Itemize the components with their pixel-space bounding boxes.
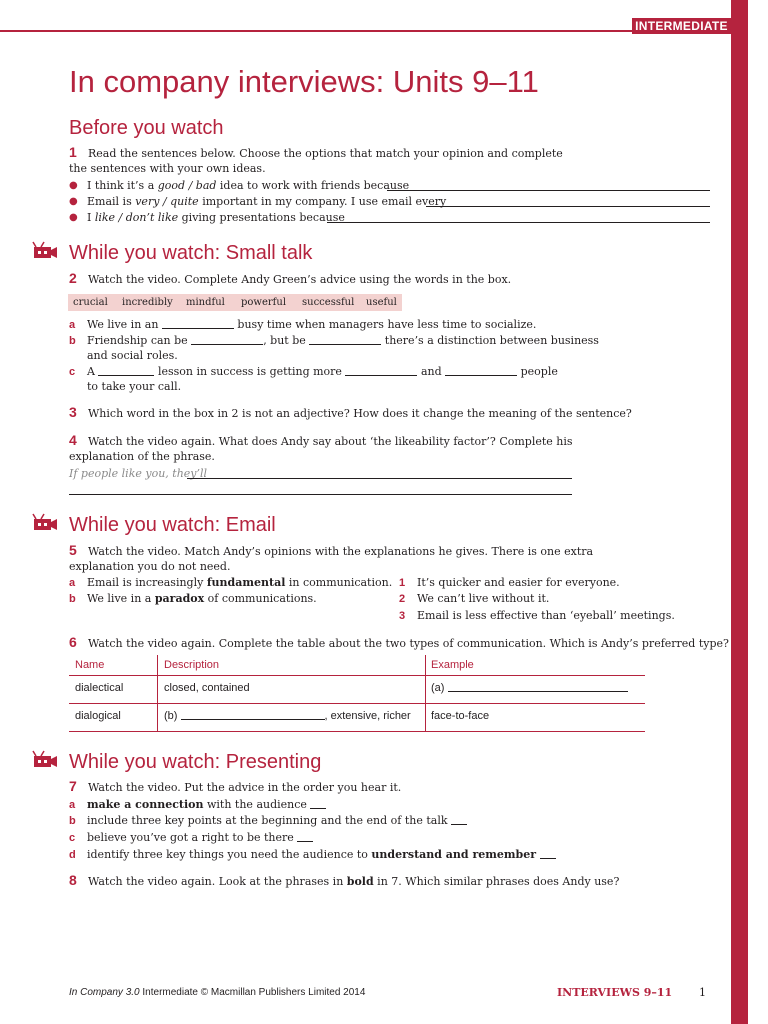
- top-rule: [0, 30, 728, 32]
- answer-line[interactable]: [387, 190, 710, 191]
- footer-section: INTERVIEWS 9–11: [557, 986, 673, 999]
- table-header-description: Description: [164, 659, 220, 671]
- q5-explanation-1: It’s quicker and easier for everyone.: [417, 576, 620, 589]
- table-cell-description: (b) , extensive, richer: [164, 710, 411, 722]
- heading-before-you-watch: Before you watch: [69, 117, 224, 139]
- word-box: [68, 294, 402, 311]
- video-camera-icon: [32, 241, 58, 259]
- item-letter: c: [69, 366, 76, 378]
- q8-number: 8: [69, 872, 77, 888]
- q3-number: 3: [69, 404, 77, 420]
- answer-blank[interactable]: [345, 375, 417, 376]
- q2-item-c-2: to take your call.: [87, 380, 182, 393]
- item-letter: a: [69, 799, 76, 811]
- item-letter: d: [69, 849, 76, 861]
- q5-opinion-a: Email is increasingly fundamental in communication.: [87, 576, 393, 589]
- level-badge: INTERMEDIATE: [632, 18, 731, 34]
- word-crucial: crucial: [73, 297, 108, 308]
- table-col-rule: [157, 655, 158, 732]
- q4-instruction-2: explanation of the phrase.: [69, 450, 215, 463]
- q5-explanation-2: We can’t live without it.: [417, 592, 550, 605]
- answer-line[interactable]: [69, 494, 572, 495]
- video-camera-icon: [32, 750, 58, 768]
- communication-table: [69, 655, 645, 732]
- q2-item-b: Friendship can be , but be there’s a distinction between business: [87, 334, 599, 347]
- video-camera-icon: [32, 513, 58, 531]
- q6-instruction: Watch the video again. Complete the table about the two types of communication. Which is Andy’s preferred type?: [88, 637, 729, 650]
- word-mindful: mindful: [186, 297, 225, 308]
- answer-blank[interactable]: [309, 344, 381, 345]
- right-edge-bar: [731, 0, 748, 1024]
- q5-explanation-3: Email is less effective than ‘eyeball’ meetings.: [417, 609, 675, 622]
- q7-number: 7: [69, 778, 77, 794]
- q4-instruction: Watch the video again. What does Andy say about ‘the likeability factor’? Complete his: [88, 435, 573, 448]
- item-letter: a: [69, 577, 76, 589]
- q1-number: 1: [69, 144, 77, 160]
- q2-item-a: We live in an busy time when managers have less time to socialize.: [87, 318, 537, 331]
- heading-presenting: While you watch: Presenting: [69, 751, 322, 773]
- answer-line[interactable]: [426, 206, 710, 207]
- answer-blank[interactable]: [181, 719, 325, 720]
- q4-handwritten-prompt: If people like you, they’ll: [69, 467, 208, 480]
- heading-email: While you watch: Email: [69, 514, 276, 536]
- q4-number: 4: [69, 432, 77, 448]
- q7-item-a: make a connection with the audience: [87, 797, 326, 813]
- q5-instruction: Watch the video. Match Andy’s opinions with the explanations he gives. There is one extra: [88, 545, 594, 558]
- q7-item-b: include three key points at the beginning and the end of the talk: [87, 813, 467, 829]
- table-cell-example: face-to-face: [431, 710, 490, 722]
- q1-sentence-2: Email is very / quite important in my company. I use email every: [87, 195, 447, 208]
- explanation-number: 2: [399, 593, 406, 605]
- answer-blank[interactable]: [297, 841, 313, 842]
- q7-item-d: identify three key things you need the audience to understand and remember: [87, 847, 556, 863]
- q1-sentence-3: I like / don’t like giving presentations because: [87, 211, 345, 224]
- q8-instruction: Watch the video again. Look at the phrases in bold in 7. Which similar phrases does Andy use?: [88, 875, 620, 888]
- table-header-name: Name: [75, 659, 105, 671]
- table-cell-example: (a): [431, 682, 628, 694]
- q2-item-b-2: and social roles.: [87, 349, 178, 362]
- page-number: 1: [699, 986, 706, 999]
- q5-opinion-b: We live in a paradox of communications.: [87, 592, 317, 605]
- item-letter: b: [69, 593, 76, 605]
- answer-line[interactable]: [187, 478, 572, 479]
- q2-number: 2: [69, 270, 77, 286]
- answer-blank[interactable]: [451, 824, 467, 825]
- bullet: ●: [69, 180, 78, 191]
- q5-number: 5: [69, 542, 77, 558]
- table-cell-name: dialogical: [75, 710, 121, 722]
- q2-instruction: Watch the video. Complete Andy Green’s advice using the words in the box.: [88, 273, 512, 286]
- word-incredibly: incredibly: [122, 297, 173, 308]
- table-bottom-rule: [69, 731, 645, 732]
- word-useful: useful: [366, 297, 397, 308]
- explanation-number: 3: [399, 610, 406, 622]
- table-row-rule: [69, 703, 645, 704]
- q7-instruction: Watch the video. Put the advice in the order you hear it.: [88, 781, 402, 794]
- item-letter: c: [69, 832, 76, 844]
- q1-instruction: Read the sentences below. Choose the options that match your opinion and complete: [88, 147, 563, 160]
- table-col-rule: [425, 655, 426, 732]
- word-successful: successful: [302, 297, 355, 308]
- table-header-example: Example: [431, 659, 474, 671]
- bullet: ●: [69, 212, 78, 223]
- answer-blank[interactable]: [98, 375, 154, 376]
- table-cell-description: closed, contained: [164, 682, 250, 694]
- q6-number: 6: [69, 634, 77, 650]
- q5-instruction-2: explanation you do not need.: [69, 560, 231, 573]
- heading-small-talk: While you watch: Small talk: [69, 242, 313, 264]
- q3-instruction: Which word in the box in 2 is not an adjective? How does it change the meaning of the sentence?: [88, 407, 632, 420]
- answer-blank[interactable]: [310, 808, 326, 809]
- footer-copyright: In Company 3.0 Intermediate © Macmillan Publishers Limited 2014: [69, 987, 366, 998]
- explanation-number: 1: [399, 577, 406, 589]
- answer-blank[interactable]: [540, 858, 556, 859]
- q2-item-c: A lesson in success is getting more and people: [87, 365, 558, 378]
- word-powerful: powerful: [241, 297, 287, 308]
- table-header-rule: [69, 675, 645, 676]
- answer-blank[interactable]: [448, 691, 628, 692]
- answer-line[interactable]: [327, 222, 710, 223]
- table-cell-name: dialectical: [75, 682, 124, 694]
- answer-blank[interactable]: [445, 375, 517, 376]
- page-title: In company interviews: Units 9–11: [69, 64, 539, 99]
- answer-blank[interactable]: [162, 328, 234, 329]
- q1-sentence-1: I think it’s a good / bad idea to work with friends because: [87, 179, 410, 192]
- item-letter: a: [69, 319, 76, 331]
- q7-item-c: believe you’ve got a right to be there: [87, 830, 313, 846]
- answer-blank[interactable]: [191, 344, 263, 345]
- item-letter: b: [69, 815, 76, 827]
- bullet: ●: [69, 196, 78, 207]
- q1-instruction-2: the sentences with your own ideas.: [69, 162, 266, 175]
- item-letter: b: [69, 335, 76, 347]
